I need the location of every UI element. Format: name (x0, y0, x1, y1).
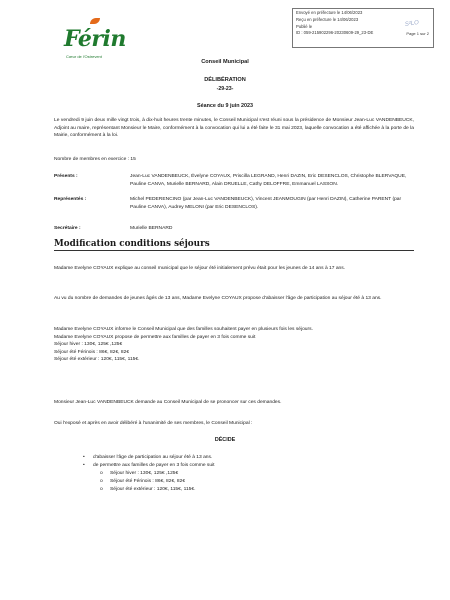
prefecture-stamp (292, 8, 434, 48)
intro-paragraph: Le vendredi 9 juin deux mille vingt trois, à dix-huit heures trente minutes, le Conseil Municipal s'est réuni sous la présidence de Monsieur Jean-Luc VANDENBEUCK, Adjoint au maire, représentant Monsieur le Maire, conformément à la convocation qui lui a été faite le 31 mai 2023, laquelle convocation a été affichée à la porte de la Mairie, conformément à la loi. (54, 118, 414, 139)
bullet-icon: • (83, 463, 85, 468)
member-count: Nombre de membres en exercice : 15 (54, 157, 136, 162)
present-list: Jean-Luc VANDENBEUCK, Évelyne COYAUX, Priscilla LEGRAND, Henri DAZIN, Eric DESENCLOS, Christophe BLERVAQUE, Pauline CANVA, Murielle BERNARD, Alain DRUELLE, Cathy DELOFFRE, Emmanuel LASSON. (130, 174, 407, 187)
payment-intro: Madame Evelyne COYAUX informe le Conseil Municipal que des familles souhaitent payer en plusieurs fois les séjours. (54, 327, 313, 332)
stamp-logo: S²LO (404, 20, 420, 28)
logo-leaf-icon (90, 18, 100, 24)
decision-subtext: Séjour été Férinois : 86€, 82€, 82€ (110, 479, 186, 484)
decide-heading: DÉCIDE (214, 437, 236, 443)
council-heading: Conseil Municipal (201, 59, 249, 65)
secretary-label: Secrétaire : (54, 226, 81, 231)
decision-subtext: Séjour hiver : 130€, 125€ ,125€ (110, 471, 179, 476)
decision-subitem (100, 470, 430, 478)
decision-text: de permettre aux familles de payer en 3 fois comme suit (93, 463, 215, 468)
present-label: Présents : (54, 174, 78, 179)
session-date: Séance du 9 juin 2023 (196, 103, 254, 109)
decision-subitem (100, 486, 430, 494)
paragraph-vote-request: Monsieur Jean-Luc VANDENBEUCK demande au Conseil Municipal de se prononcer sur ces demandes. (54, 400, 282, 405)
bullet-icon: • (83, 455, 85, 460)
represented-list: Michel PEDERENCINO (par Jean-Luc VANDENBEUCK), Vincent JEANMOUGIN (par Henri DAZIN), Catherine PARENT (par Pauline CANVA), Audrey MELONI (par Eric DESENCLOS). (130, 197, 402, 210)
sub-bullet-icon: o (100, 479, 103, 484)
sub-bullet-icon: o (100, 487, 103, 492)
stamp-sent: Envoyé en préfecture le 14/06/2023 (296, 10, 363, 15)
paragraph-lower-age: Au vu du nombre de demandes de jeunes âgés de 13 ans, Madame Evelyne COYAUX propose d'abaisser l'âge de participation au séjour été à 13 ans. (54, 296, 382, 301)
payment-proposal: Madame Evelyne COYAUX propose de permettre aux familles de payer en 3 fois comme suit (54, 334, 256, 340)
topic-heading: Modification conditions séjours (54, 239, 210, 249)
stamp-page-number: Page 1 sur 2 (406, 31, 429, 36)
paragraph-payment (54, 326, 414, 364)
stamp-published: Publié le (296, 23, 313, 29)
payment-summer-local: Séjour été Férinois : 86€, 82€, 82€ (54, 349, 130, 355)
deliberation-number: -29-23- (216, 86, 234, 92)
payment-summer-external: Séjour été extérieur : 120€, 115€, 115€. (54, 357, 140, 363)
represented-label: Représentés : (54, 197, 87, 202)
decision-subitem (100, 478, 430, 486)
topic-divider (54, 250, 414, 251)
ferin-logo (64, 16, 134, 62)
paragraph-initial-age: Madame Evelyne COYAUX explique au conseil municipal que le séjour été initialement prévu était pour les jeunes de 14 ans à 17 ans. (54, 266, 346, 271)
decision-item (83, 462, 413, 470)
logo-tagline: Cœur de l'Ostrevent (66, 54, 102, 59)
decision-item (83, 454, 413, 462)
payment-winter: Séjour hiver : 130€, 125€ ,125€ (54, 342, 123, 348)
deliberation-title: DÉLIBÉRATION (204, 77, 246, 83)
logo-word: Férin (64, 26, 126, 52)
decision-text: d'abaisser l'âge de participation au séjour été à 13 ans. (93, 455, 213, 460)
stamp-id: ID : 059-215902296-20230609-29_23-DE (296, 30, 374, 36)
paragraph-deliberation: Oui l'exposé et après en avoir délibéré à l'unanimité de ses membres, le Conseil Municipal : (54, 421, 253, 426)
secretary-name: Murielle BERNARD (130, 226, 173, 231)
decision-subtext: Séjour été extérieur : 120€, 115€, 115€. (110, 487, 196, 492)
sub-bullet-icon: o (100, 471, 103, 476)
stamp-received: Reçu en préfecture le 14/06/2023 (296, 16, 359, 22)
